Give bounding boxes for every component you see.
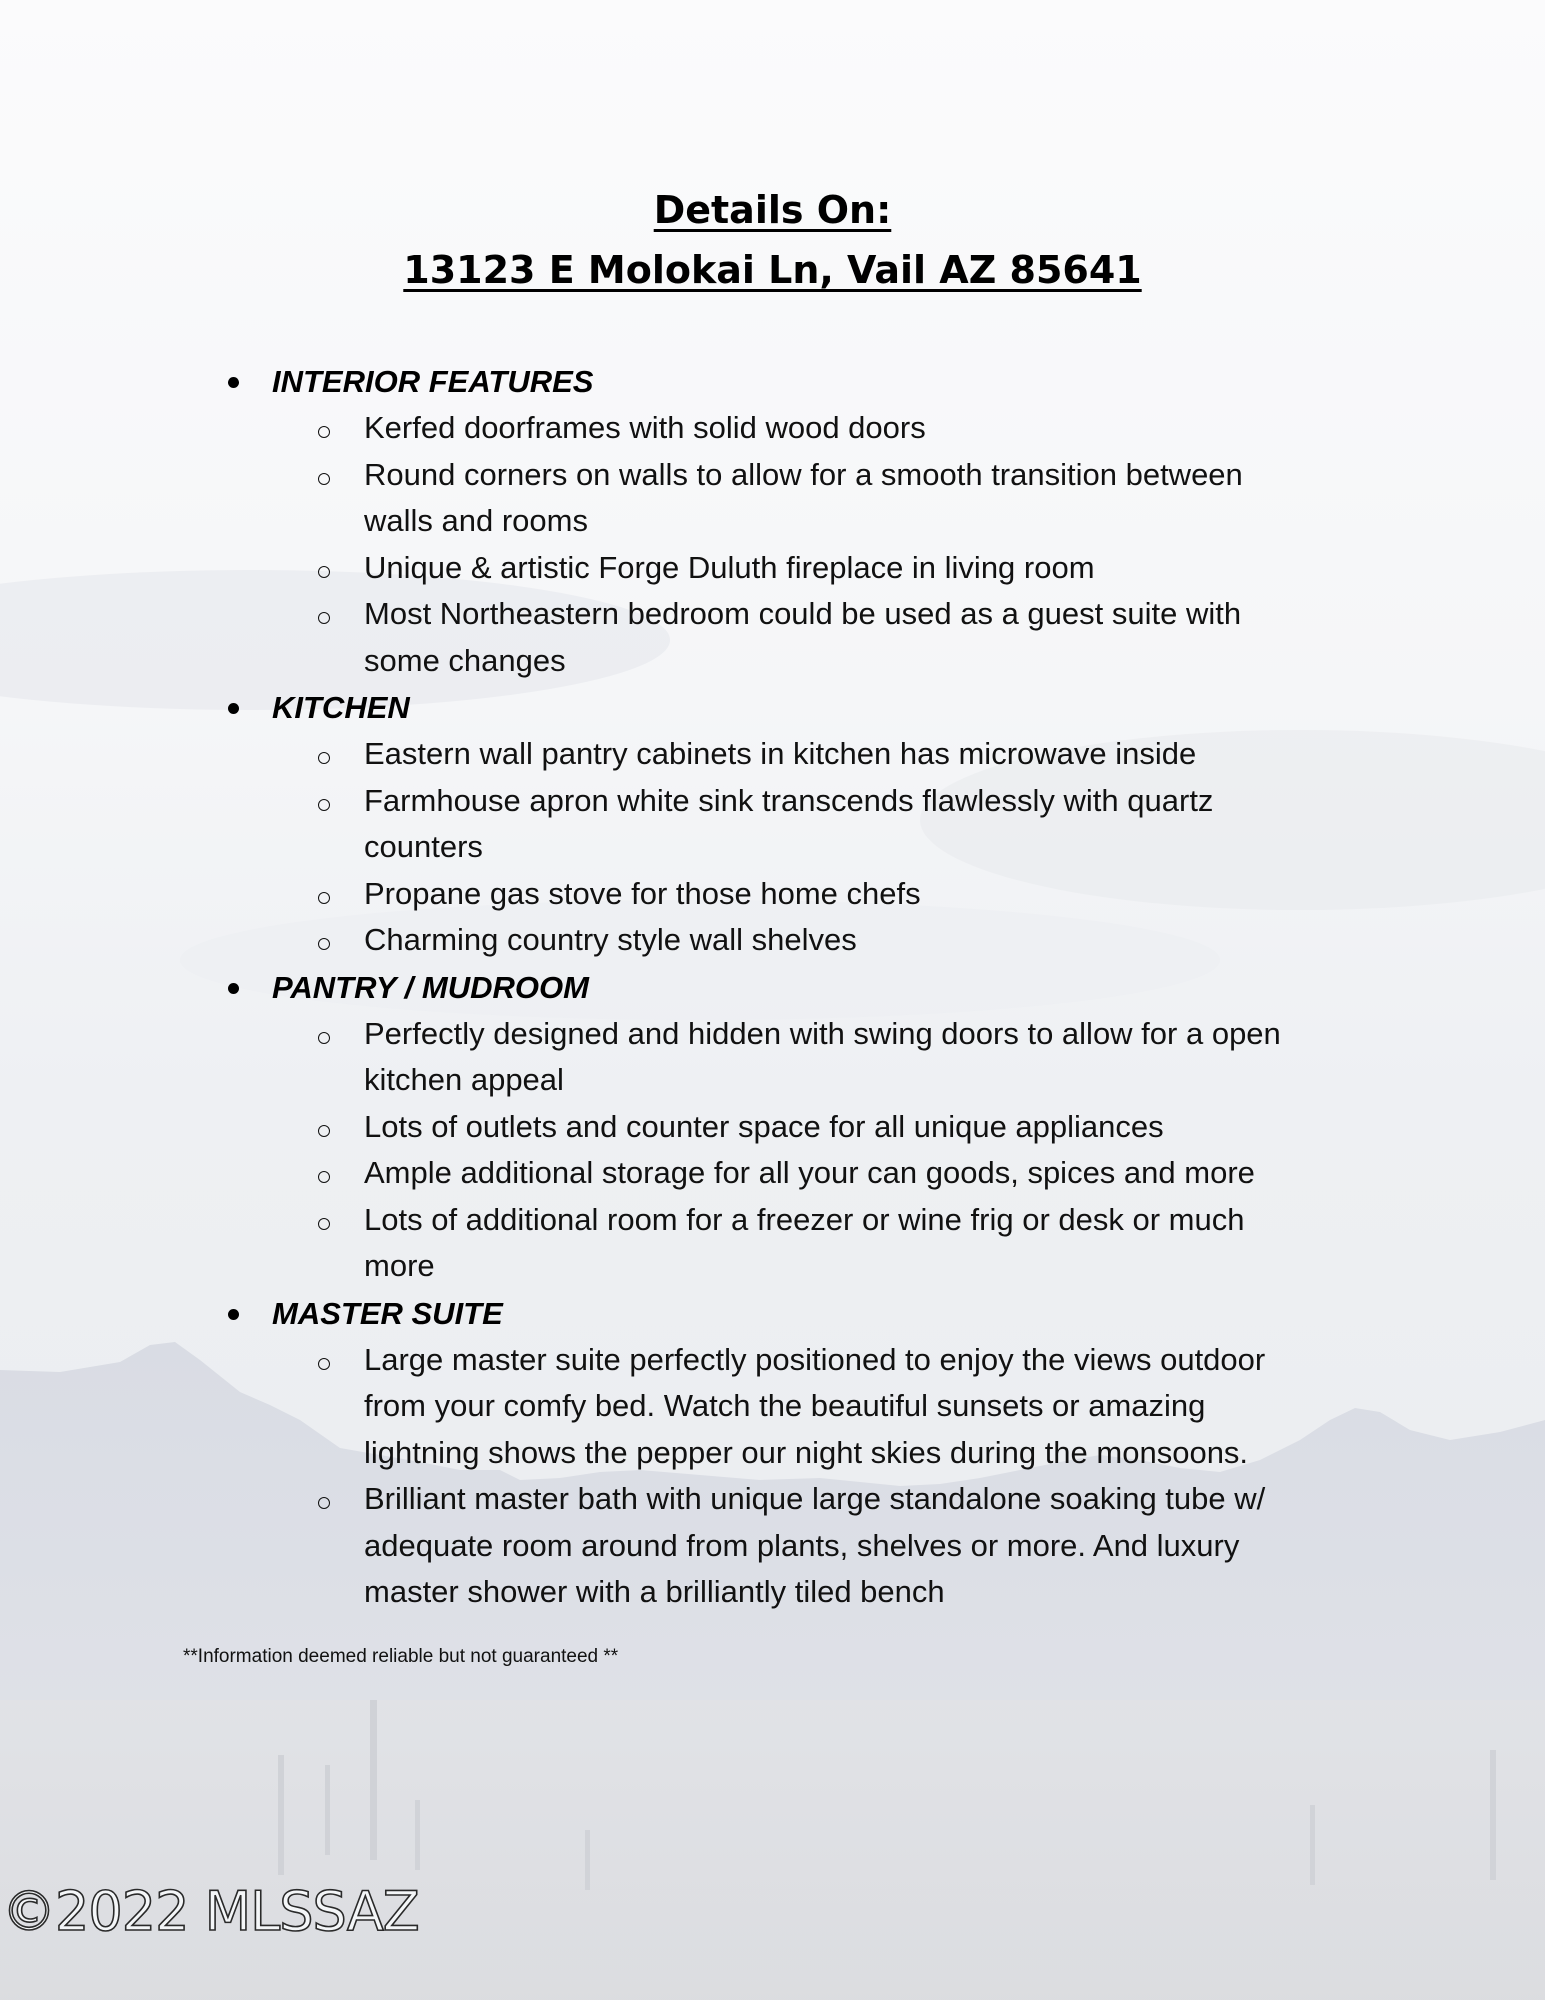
hollow-bullet-icon <box>318 892 330 904</box>
section-items <box>218 1337 1358 1616</box>
section-header-label: INTERIOR FEATURES <box>272 364 594 399</box>
hollow-bullet-icon <box>318 938 330 950</box>
hollow-bullet-icon <box>318 566 330 578</box>
bullet-icon <box>228 1309 239 1320</box>
copyright-watermark: ©2022 MLSSAZ <box>2 1880 419 1943</box>
list-item: Charming country style wall shelves <box>218 917 1304 964</box>
list-item: Unique & artistic Forge Duluth fireplace in living room <box>218 545 1304 592</box>
hollow-bullet-icon <box>318 473 330 485</box>
bullet-icon <box>228 983 239 994</box>
list-item: Most Northeastern bedroom could be used as a guest suite with some changes <box>218 591 1304 684</box>
list-item: Brilliant master bath with unique large standalone soaking tube w/ adequate room around from plants, shelves or more. And luxury master shower with a brilliantly tiled bench <box>218 1476 1304 1616</box>
list-item: Lots of additional room for a freezer or wine frig or desk or much more <box>218 1197 1304 1290</box>
list-item: Lots of outlets and counter space for all unique appliances <box>218 1104 1304 1151</box>
hollow-bullet-icon <box>318 752 330 764</box>
section-header-label: PANTRY / MUDROOM <box>272 969 589 1005</box>
list-item: Eastern wall pantry cabinets in kitchen has microwave inside <box>218 731 1304 778</box>
list-item: Round corners on walls to allow for a smooth transition between walls and rooms <box>218 452 1304 545</box>
bullet-icon <box>228 377 239 388</box>
hollow-bullet-icon <box>318 1497 330 1509</box>
hollow-bullet-icon <box>318 1358 330 1370</box>
section-header-label: MASTER SUITE <box>272 1295 503 1331</box>
list-item: Large master suite perfectly positioned to enjoy the views outdoor from your comfy bed. Watch the beautiful sunsets or amazing lightning shows the pepper our night skies during the monsoons. <box>218 1337 1304 1477</box>
disclaimer: **Information deemed reliable but not guaranteed ** <box>183 1646 619 1667</box>
list-item: Perfectly designed and hidden with swing doors to allow for a open kitchen appeal <box>218 1011 1304 1104</box>
section-items <box>218 731 1358 964</box>
section-interior-features <box>218 358 1358 684</box>
list-item: Farmhouse apron white sink transcends flawlessly with quartz counters <box>218 778 1304 871</box>
section-master-suite <box>218 1290 1358 1616</box>
section-pantry-mudroom <box>218 964 1358 1290</box>
hollow-bullet-icon <box>318 612 330 624</box>
section-header-label: KITCHEN <box>272 690 410 725</box>
list-item: Ample additional storage for all your can goods, spices and more <box>218 1150 1304 1197</box>
section-kitchen <box>218 684 1358 964</box>
hollow-bullet-icon <box>318 799 330 811</box>
list-item: Propane gas stove for those home chefs <box>218 871 1304 918</box>
page-title: Details On: <box>653 188 892 232</box>
hollow-bullet-icon <box>318 1171 330 1183</box>
hollow-bullet-icon <box>318 1218 330 1230</box>
property-address: 13123 E Molokai Ln, Vail AZ 85641 <box>403 248 1142 292</box>
hollow-bullet-icon <box>318 1032 330 1044</box>
feature-list <box>218 358 1358 1616</box>
section-items <box>218 1011 1358 1290</box>
section-items <box>218 405 1358 684</box>
list-item: Kerfed doorframes with solid wood doors <box>218 405 1304 452</box>
hollow-bullet-icon <box>318 426 330 438</box>
hollow-bullet-icon <box>318 1125 330 1137</box>
bullet-icon <box>228 703 239 714</box>
